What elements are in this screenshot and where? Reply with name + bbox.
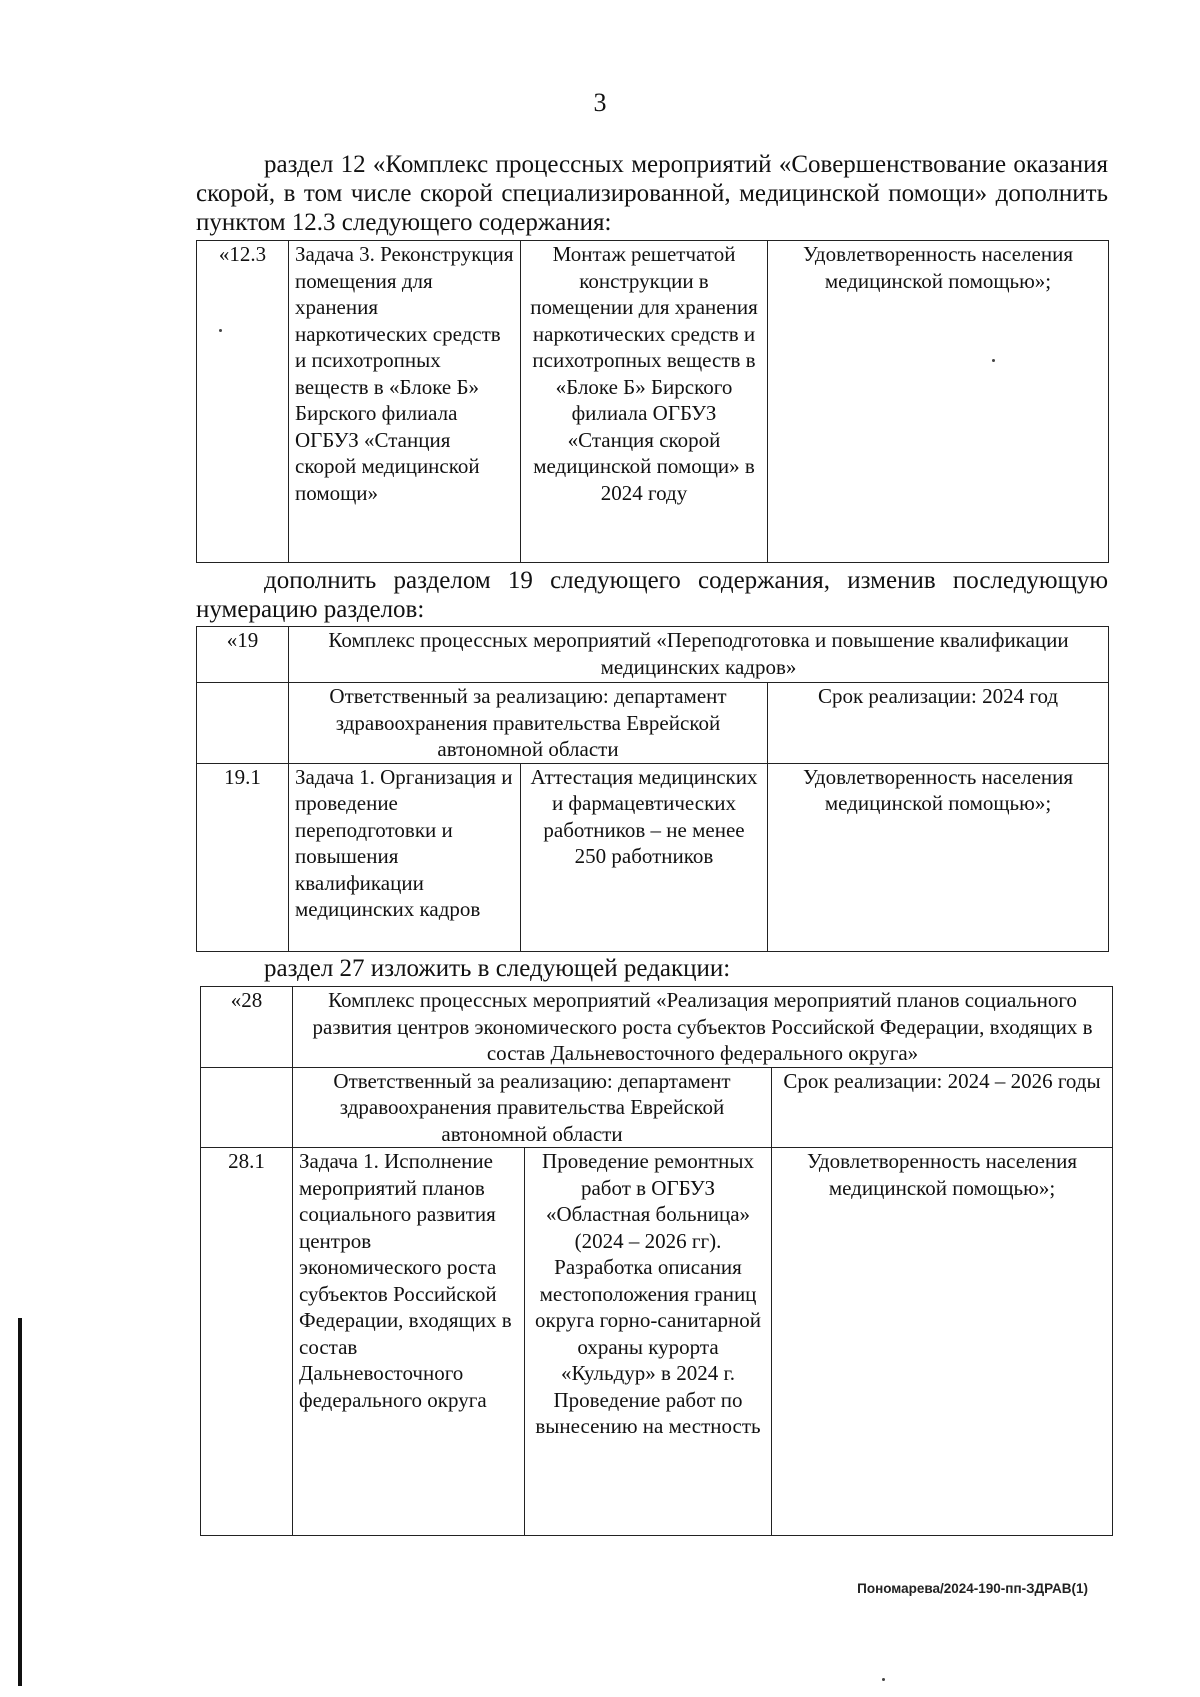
paragraph-section-27 <box>196 954 1108 983</box>
paragraph-text: дополнить разделом 19 следующего содержания, изменив последующую нумерацию разделов: <box>196 567 1108 623</box>
responsible-cell: Ответственный за реализацию: департамент здравоохранения правительства Еврейской автономной области <box>293 1067 772 1148</box>
paragraph-text: раздел 27 изложить в следующей редакции: <box>264 955 731 982</box>
term-cell: Срок реализации: 2024 год <box>768 683 1109 764</box>
scan-speck <box>219 329 222 332</box>
row-number: 19.1 <box>197 763 289 951</box>
section-title: Комплекс процессных мероприятий «Реализация мероприятий планов социального развития центров экономического роста субъектов Российской Федерации, входящих в состав Дальневосточного федерального округа» <box>293 987 1113 1068</box>
action-cell: Монтаж решетчатой конструкции в помещении для хранения наркотических средств и психотропных веществ в «Блоке Б» Бирского филиала ОГБУЗ «Станция скорой медицинской помощи» в 2024 году <box>521 241 768 563</box>
empty-cell <box>201 1067 293 1148</box>
action-cell: Проведение ремонтных работ в ОГБУЗ «Областная больница» (2024 – 2026 гг). Разработка описания местоположения границ округа горно-санитарной охраны курорта «Кульдур» в 2024 г. Проведение работ по вынесению на местность <box>525 1148 772 1536</box>
document-reference-footer: Пономарева/2024-190-пп-ЗДРАВ(1) <box>857 1581 1088 1596</box>
section-title: Комплекс процессных мероприятий «Переподготовка и повышение квалификации медицинских кадров» <box>289 627 1109 683</box>
paragraph-section-19 <box>196 566 1108 624</box>
table-item-12-3 <box>196 240 1109 563</box>
section-number: «19 <box>197 627 289 683</box>
section-number: «28 <box>201 987 293 1068</box>
row-number: 28.1 <box>201 1148 293 1536</box>
task-cell: Задача 3. Реконструкция помещения для хранения наркотических средств и психотропных веществ в «Блоке Б» Бирского филиала ОГБУЗ «Станция скорой медицинской помощи» <box>289 241 521 563</box>
result-cell: Удовлетворенность населения медицинской помощью»; <box>768 241 1109 563</box>
scan-speck <box>882 1678 885 1681</box>
result-cell: Удовлетворенность населения медицинской помощью»; <box>768 763 1109 951</box>
table-section-19 <box>196 626 1109 952</box>
paragraph-section-12 <box>196 150 1108 237</box>
responsible-cell: Ответственный за реализацию: департамент здравоохранения правительства Еврейской автономной области <box>289 683 768 764</box>
term-cell: Срок реализации: 2024 – 2026 годы <box>772 1067 1113 1148</box>
empty-cell <box>197 683 289 764</box>
task-cell: Задача 1. Организация и проведение переподготовки и повышения квалификации медицинских кадров <box>289 763 521 951</box>
result-cell: Удовлетворенность населения медицинской помощью»; <box>772 1148 1113 1536</box>
item-number: «12.3 <box>197 241 289 563</box>
table-section-28 <box>200 986 1113 1536</box>
page-number: 3 <box>593 88 607 117</box>
action-cell: Аттестация медицинских и фармацевтических работников – не менее 250 работников <box>521 763 768 951</box>
paragraph-text: раздел 12 «Комплекс процессных мероприятий «Совершенствование оказания скорой, в том числе скорой специализированной, медицинской помощи» дополнить пунктом 12.3 следующего содержания: <box>196 151 1108 236</box>
scan-edge-mark <box>18 1318 22 1686</box>
scan-speck <box>992 359 995 362</box>
task-cell: Задача 1. Исполнение мероприятий планов социального развития центров экономического роста субъектов Российской Федерации, входящих в состав Дальневосточного федерального округа <box>293 1148 525 1536</box>
